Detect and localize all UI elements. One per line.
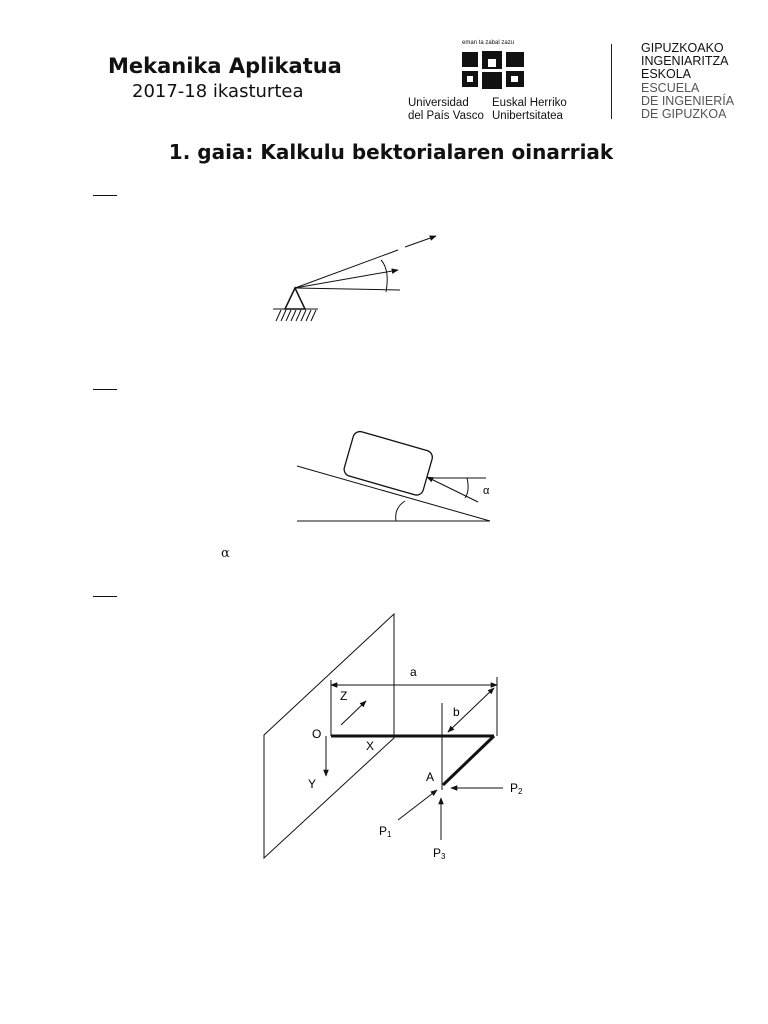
label-y: Y xyxy=(308,777,317,791)
exercise-2-angle-symbol: α xyxy=(221,546,230,561)
label-a: a xyxy=(410,665,417,679)
chapter-title: 1. gaia: Kalkulu bektorialaren oinarriak xyxy=(168,140,614,164)
angle-arc-1 xyxy=(381,260,387,292)
label-x: X xyxy=(366,739,375,753)
exercise-3-marker xyxy=(93,596,117,597)
label-point-a: A xyxy=(426,770,435,784)
exercise-1-figure xyxy=(266,226,446,326)
label-o: O xyxy=(312,727,322,741)
label-z: Z xyxy=(340,689,348,703)
school-name-es: ESCUELA DE INGENIERÍA DE GIPUZKOA xyxy=(641,81,735,121)
exercise-2-figure xyxy=(290,428,510,528)
reference-horizontal xyxy=(295,288,400,290)
university-name-es: Universidad del País Vasco xyxy=(408,97,484,122)
vector-long xyxy=(295,250,398,288)
label-b: b xyxy=(453,705,460,719)
force-vector xyxy=(427,477,478,502)
school-name-eu: GIPUZKOAKO INGENIARITZA ESKOLA xyxy=(641,41,729,81)
university-name-eu: Euskal Herriko Unibertsitatea xyxy=(492,97,567,122)
label-p3: P3 xyxy=(433,846,446,861)
university-logo xyxy=(408,40,598,124)
label-p2: P2 xyxy=(510,781,523,796)
vector-short xyxy=(295,270,398,288)
university-emblem xyxy=(460,49,526,91)
bar-segment-z xyxy=(443,736,494,785)
university-motto: eman ta zabal zazu xyxy=(462,40,515,46)
exercise-1-marker xyxy=(93,195,117,196)
pin-support xyxy=(285,288,305,309)
header-divider xyxy=(611,44,612,119)
incline-angle-arc xyxy=(396,501,405,521)
support-hatching xyxy=(273,309,318,321)
force-p1 xyxy=(398,790,437,820)
label-p1: P1 xyxy=(379,824,392,839)
force-angle-arc xyxy=(465,478,468,498)
axis-z xyxy=(341,701,366,725)
block xyxy=(342,430,434,497)
vector-long-head xyxy=(405,236,436,247)
academic-year: 2017-18 ikasturtea xyxy=(132,81,304,102)
force-angle-label: α xyxy=(483,485,490,497)
course-title: Mekanika Aplikatua xyxy=(108,54,342,78)
exercise-3-figure xyxy=(255,605,535,870)
exercise-2-marker xyxy=(93,389,117,390)
